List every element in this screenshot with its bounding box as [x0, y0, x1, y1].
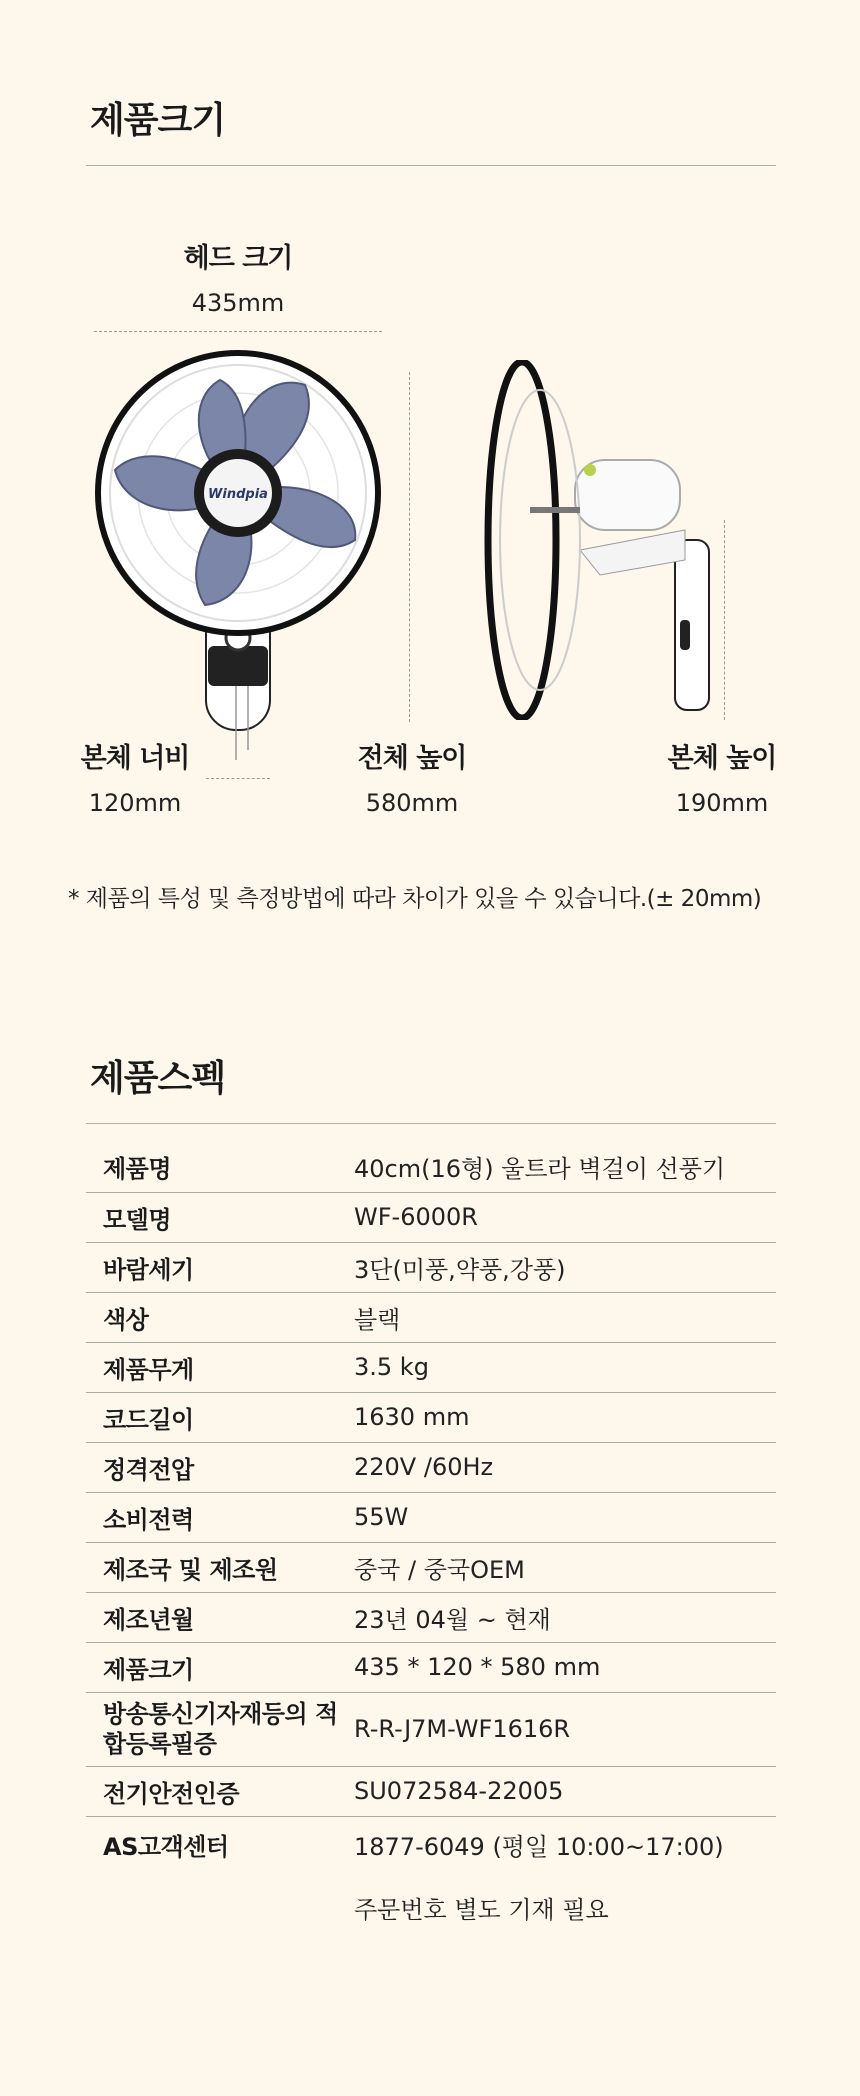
spec-value: 1877-6049 (평일 10:00~17:00) — [354, 1832, 724, 1861]
spec-value: 40cm(16형) 울트라 벽걸이 선풍기 — [354, 1142, 776, 1192]
spec-key: 바람세기 — [86, 1242, 354, 1292]
body-width-dashline — [206, 778, 270, 779]
spec-key: 제조년월 — [86, 1592, 354, 1642]
spec-value: 블랙 — [354, 1292, 776, 1342]
table-row — [86, 1766, 776, 1816]
spec-table — [86, 1142, 776, 1925]
table-row — [86, 1442, 776, 1492]
spec-key: 정격전압 — [86, 1442, 354, 1492]
spec-key: AS고객센터 — [103, 1832, 229, 1861]
spec-value-secondary: 주문번호 별도 기재 필요 — [354, 1895, 609, 1924]
spec-value: SU072584-22005 — [354, 1766, 776, 1816]
table-row — [86, 1592, 776, 1642]
body-height-dashline — [724, 520, 725, 720]
spec-value: 중국 / 중국OEM — [354, 1542, 776, 1592]
spec-key: 방송통신기자재등의 적합등록필증 — [86, 1692, 354, 1766]
body-width-label-group — [80, 736, 190, 817]
total-height-value: 580mm — [365, 789, 459, 817]
spec-key: 모델명 — [86, 1192, 354, 1242]
spec-key: 소비전력 — [86, 1492, 354, 1542]
table-row — [86, 1242, 776, 1292]
total-height-label: 전체 높이 — [357, 743, 467, 774]
head-size-dashline — [94, 331, 382, 332]
spec-key: 전기안전인증 — [86, 1766, 354, 1816]
table-row — [86, 1342, 776, 1392]
spec-title-divider — [86, 1123, 776, 1124]
fan-side-image — [480, 360, 740, 720]
spec-key: 코드길이 — [86, 1392, 354, 1442]
spec-value: WF-6000R — [354, 1192, 776, 1242]
size-section-title: 제품크기 — [90, 100, 226, 141]
spec-value-cell — [354, 1816, 776, 1925]
spec-key: 제품무게 — [86, 1342, 354, 1392]
body-height-label-group — [662, 736, 782, 817]
body-height-value: 190mm — [675, 789, 769, 817]
table-row — [86, 1292, 776, 1342]
fan-brand-logo: Windpia — [208, 487, 268, 502]
spec-value: 23년 04월 ~ 현재 — [354, 1592, 776, 1642]
head-size-value: 435mm — [191, 289, 285, 317]
spec-value: 3.5 kg — [354, 1342, 776, 1392]
size-title-divider — [86, 165, 776, 166]
spec-value: 435 * 120 * 580 mm — [354, 1642, 776, 1692]
spec-value: 220V /60Hz — [354, 1442, 776, 1492]
spec-key: 색상 — [86, 1292, 354, 1342]
body-height-label: 본체 높이 — [667, 743, 777, 774]
spec-value: R-R-J7M-WF1616R — [354, 1692, 776, 1766]
spec-value: 3단(미풍,약풍,강풍) — [354, 1242, 776, 1292]
table-row — [86, 1816, 776, 1925]
table-row — [86, 1142, 776, 1192]
total-height-label-group — [352, 736, 472, 817]
spec-value: 1630 mm — [354, 1392, 776, 1442]
spec-value: 55W — [354, 1492, 776, 1542]
body-width-label: 본체 너비 — [80, 743, 190, 774]
spec-key: 제품명 — [86, 1142, 354, 1192]
table-row — [86, 1692, 776, 1766]
spec-key: 제조국 및 제조원 — [86, 1542, 354, 1592]
spec-key: 제품크기 — [86, 1642, 354, 1692]
head-size-label-group — [178, 236, 298, 317]
head-size-label: 헤드 크기 — [183, 243, 293, 274]
total-height-dashline — [409, 372, 410, 722]
table-row — [86, 1492, 776, 1542]
spec-section-title: 제품스펙 — [90, 1058, 226, 1099]
body-width-value: 120mm — [88, 789, 182, 817]
table-row — [86, 1192, 776, 1242]
size-disclaimer-note: * 제품의 특성 및 측정방법에 따라 차이가 있을 수 있습니다.(± 20mm) — [68, 886, 762, 912]
fan-front-image — [90, 350, 390, 770]
table-row — [86, 1542, 776, 1592]
table-row — [86, 1392, 776, 1442]
table-row — [86, 1642, 776, 1692]
